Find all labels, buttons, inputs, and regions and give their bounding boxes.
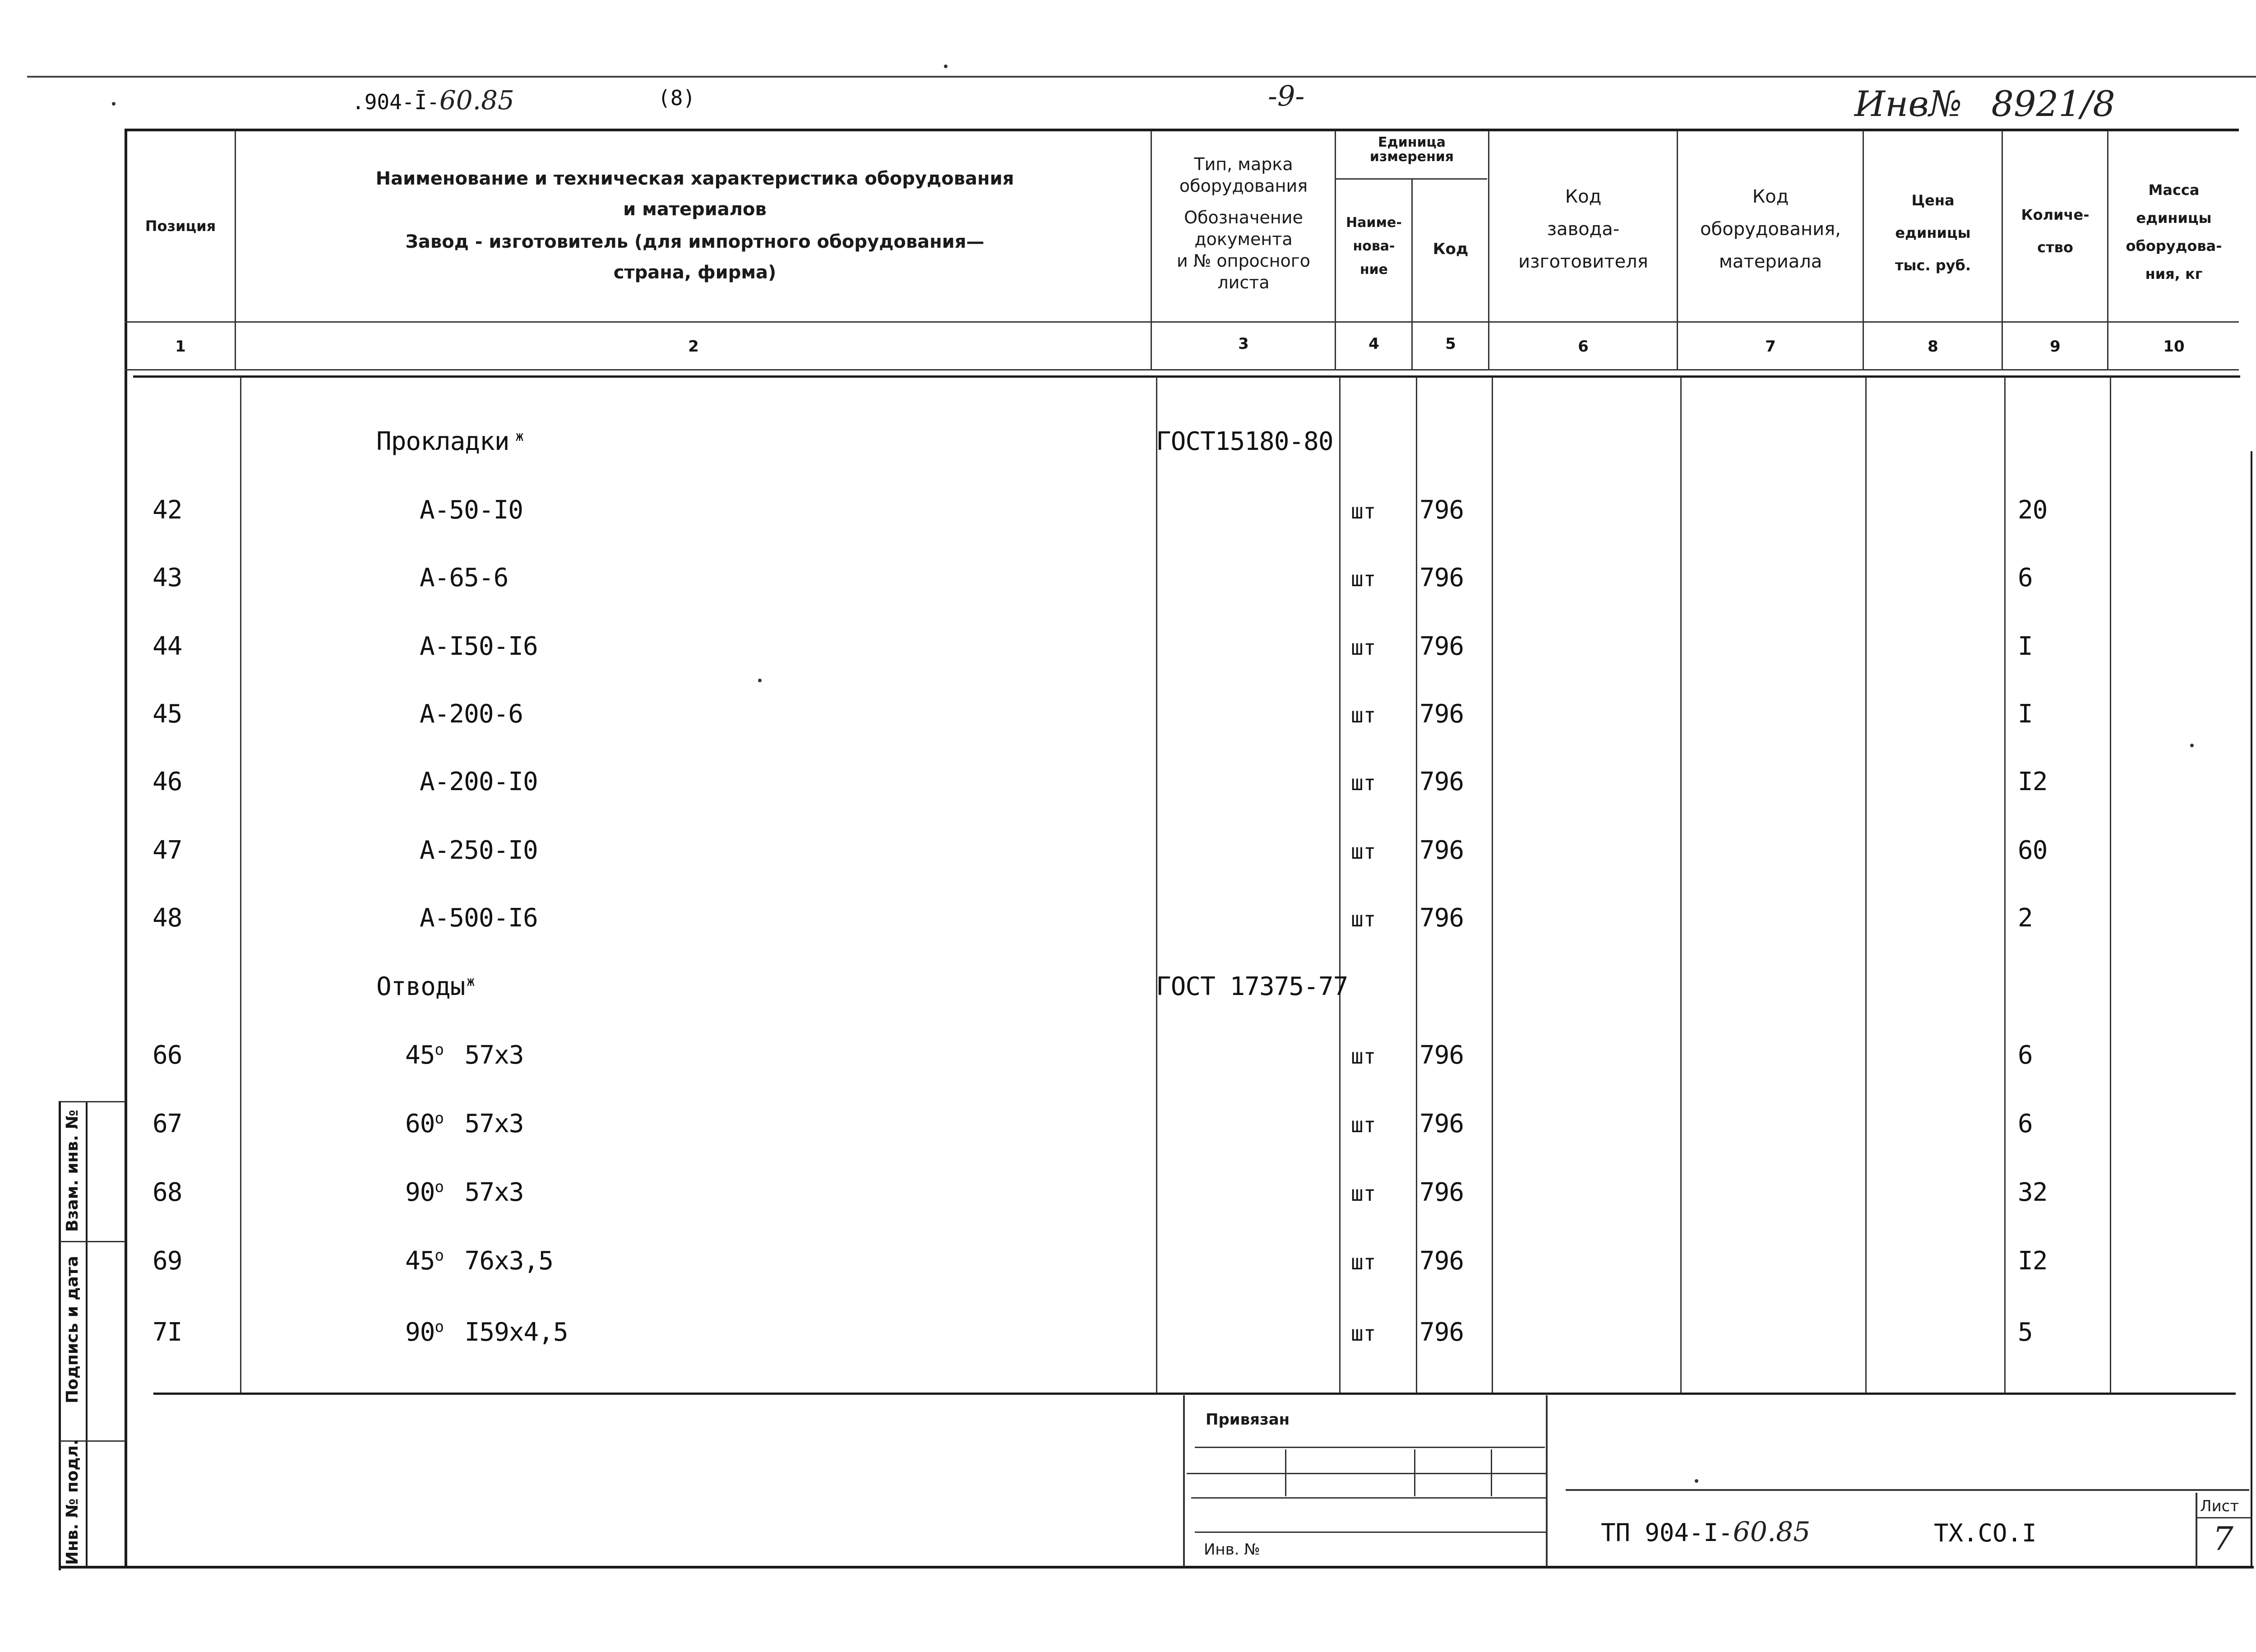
- header-top-line: [125, 129, 2239, 131]
- unit-group-line: [1335, 178, 1487, 180]
- header-equipment-code-line2: оборудования,: [1700, 219, 1841, 240]
- row-angle: 90: [405, 1318, 435, 1347]
- stamp-sheet-label: Лист: [2200, 1497, 2239, 1515]
- row-unit: шт: [1351, 703, 1376, 727]
- stamp-sheet-line: [2196, 1517, 2251, 1518]
- row-quantity: 6: [2018, 563, 2033, 592]
- body-bottom-line: [153, 1393, 2236, 1395]
- row-quantity: 2: [2018, 903, 2033, 933]
- hdr-col-divider-5: [1488, 131, 1489, 370]
- row-name: A-50-I0: [420, 495, 523, 525]
- header-type: [1152, 153, 1335, 293]
- row-quantity: 5: [2018, 1318, 2033, 1347]
- row-position: 69: [153, 1246, 182, 1276]
- row-size: I59x4,5: [464, 1318, 568, 1347]
- row-size: 76x3,5: [464, 1246, 553, 1276]
- row-size: 57x3: [464, 1178, 524, 1207]
- row-unit-code: 796: [1419, 632, 1464, 661]
- scan-speck: [2190, 744, 2194, 747]
- stamp-sheet-number: 7: [2213, 1520, 2233, 1558]
- header-mass-line1: Масса: [2148, 181, 2200, 199]
- row-position: 48: [153, 903, 182, 933]
- row-unit-code: 796: [1419, 1318, 1464, 1347]
- side-stamp-podpis: Подпись и дата: [63, 1256, 82, 1403]
- stamp-privyazan: Привязан: [1206, 1411, 1290, 1429]
- group-title-bends: [376, 972, 474, 1001]
- row-name: A-200-6: [420, 699, 523, 729]
- row-quantity: 20: [2018, 495, 2048, 525]
- header-type-line3: Обозначение: [1184, 208, 1303, 227]
- row-position: 45: [153, 699, 182, 729]
- hdr-col-divider-7: [1863, 131, 1864, 370]
- side-stamp-divider: [86, 1101, 88, 1566]
- stamp-doc-prefix: ТП 904-I-: [1601, 1518, 1733, 1547]
- row-position: 68: [153, 1178, 182, 1207]
- row-unit-code: 796: [1419, 1178, 1464, 1207]
- stamp-grid-line-1: [1195, 1447, 1545, 1448]
- row-name: A-250-I0: [420, 836, 538, 865]
- stamp-grid-line-3: [1191, 1497, 1546, 1499]
- body-col-divider-4: [1416, 377, 1417, 1394]
- row-quantity: 60: [2018, 836, 2048, 865]
- top-doc-code-hand: 60.85: [439, 85, 514, 116]
- row-position: 47: [153, 836, 182, 865]
- row-unit: шт: [1351, 1181, 1376, 1206]
- frame-right-line: [2251, 451, 2252, 1566]
- header-unit-group-line1: Единица: [1378, 134, 1446, 150]
- header-quantity-line2: ство: [2037, 239, 2073, 256]
- side-stamp-top: [60, 1101, 125, 1102]
- row-unit-code: 796: [1419, 903, 1464, 933]
- row-angle: 60: [405, 1109, 435, 1138]
- body-col-divider-8: [2004, 377, 2006, 1394]
- row-position: 46: [153, 767, 182, 796]
- row-unit: шт: [1351, 567, 1376, 591]
- row-size: 57x3: [464, 1041, 524, 1070]
- row-unit: шт: [1351, 635, 1376, 660]
- header-factory-code: [1490, 180, 1677, 278]
- body-col-divider-9: [2110, 377, 2111, 1394]
- header-name: [271, 162, 1119, 289]
- header-type-line2: оборудования: [1179, 176, 1308, 196]
- row-degree: o: [435, 1318, 444, 1336]
- hdr-col-divider-8: [2002, 131, 2003, 370]
- group-title-gaskets: [376, 427, 523, 456]
- header-quantity-line1: Количе-: [2021, 206, 2090, 223]
- stamp-inv-no: Инв. №: [1204, 1541, 1260, 1559]
- body-col-divider-5: [1492, 377, 1493, 1394]
- hdr-col-divider-3: [1335, 131, 1336, 370]
- colnum-3: 3: [1238, 335, 1249, 353]
- row-unit-code: 796: [1419, 1109, 1464, 1138]
- row-unit-code: 796: [1419, 767, 1464, 796]
- group-title-bends-mark: ж: [467, 974, 475, 990]
- row-position: 7I: [153, 1318, 182, 1347]
- top-doc-code: [352, 85, 514, 116]
- scan-speck: [112, 102, 116, 106]
- header-type-line5: и № опросного: [1176, 251, 1311, 271]
- colnum-bottom-line: [125, 369, 2239, 370]
- top-inventory: [1854, 84, 2115, 125]
- row-name: [405, 1178, 524, 1207]
- header-type-line4: документа: [1194, 229, 1293, 249]
- header-equipment-code-line3: материала: [1719, 251, 1822, 272]
- header-unit-name-line3: ние: [1359, 262, 1388, 278]
- top-inventory-label: Инв№: [1854, 84, 1962, 125]
- row-angle: 90: [405, 1178, 435, 1207]
- header-type-line1: Тип, марка: [1194, 154, 1293, 174]
- row-quantity: 6: [2018, 1041, 2033, 1070]
- row-degree: o: [435, 1178, 444, 1196]
- row-unit: шт: [1351, 1321, 1376, 1346]
- row-position: 67: [153, 1109, 182, 1138]
- row-position: 42: [153, 495, 182, 525]
- scan-speck: [758, 679, 762, 682]
- header-factory-code-line3: изготовителя: [1518, 251, 1648, 272]
- row-name: [405, 1246, 553, 1276]
- row-unit-code: 796: [1419, 563, 1464, 592]
- group-standard-bends: ГОСТ 17375-77: [1156, 972, 1348, 1001]
- row-unit-code: 796: [1419, 836, 1464, 865]
- row-unit: шт: [1351, 1044, 1376, 1069]
- header-type-line6: листа: [1217, 273, 1270, 292]
- header-unit-group: [1336, 135, 1487, 164]
- header-factory-code-line1: Код: [1565, 186, 1602, 207]
- body-col-divider-6: [1680, 377, 1682, 1394]
- row-quantity: I2: [2018, 1246, 2048, 1276]
- row-name: A-I50-I6: [420, 632, 538, 661]
- side-stamp-inv-podl: Инв. № подл.: [63, 1439, 82, 1565]
- top-doc-code-prefix: .904-Ī-: [352, 90, 439, 114]
- header-unit-group-line2: измерения: [1369, 149, 1454, 165]
- row-unit: шт: [1351, 1113, 1376, 1137]
- header-quantity: [2003, 199, 2107, 264]
- body-col-divider-7: [1865, 377, 1867, 1394]
- row-angle: 45: [405, 1041, 435, 1070]
- header-unit-name: [1336, 211, 1411, 282]
- stamp-divider-right: [1546, 1395, 1548, 1567]
- stamp-doc-code: [1601, 1516, 1810, 1548]
- header-price-line1: Цена: [1911, 192, 1955, 209]
- stamp-divider-left: [1183, 1395, 1185, 1567]
- row-angle: 45: [405, 1246, 435, 1276]
- group-standard-gaskets: ГОСТ15180-80: [1156, 427, 1333, 456]
- stamp-doc-mark: ТХ.СО.I: [1934, 1519, 2037, 1547]
- row-unit: шт: [1351, 1250, 1376, 1274]
- header-name-line2: и материалов: [623, 199, 767, 220]
- row-position: 44: [153, 632, 182, 661]
- header-position: Позиция: [145, 217, 216, 235]
- header-name-line3: Завод - изготовитель (для импортного оборудования—: [405, 231, 985, 252]
- stamp-sheet-divider: [2196, 1493, 2197, 1568]
- row-quantity: 32: [2018, 1178, 2048, 1207]
- colnum-10: 10: [2163, 338, 2185, 356]
- header-unit-name-line1: Наиме-: [1346, 215, 1402, 231]
- header-unit-code: Код: [1433, 240, 1469, 258]
- row-size: 57x3: [464, 1109, 524, 1138]
- frame-outer-left-line: [59, 1101, 61, 1570]
- stamp-doc-hand: 60.85: [1733, 1516, 1811, 1548]
- hdr-col-divider-2: [1151, 131, 1152, 370]
- hdr-col-divider-9: [2107, 131, 2108, 370]
- colnum-2: 2: [688, 338, 699, 356]
- row-quantity: I: [2018, 632, 2033, 661]
- row-unit: шт: [1351, 771, 1376, 795]
- row-position: 43: [153, 563, 182, 592]
- row-name: [405, 1318, 568, 1347]
- side-stamp-line-1: [60, 1241, 125, 1242]
- colnum-7: 7: [1765, 338, 1776, 356]
- body-col-divider-2: [1156, 377, 1157, 1394]
- group-title-bends-text: Отводы: [376, 972, 465, 1001]
- body-col-divider-3: [1339, 377, 1341, 1394]
- group-title-gaskets-mark: ж: [515, 429, 523, 445]
- stamp-grid-vline-2: [1414, 1449, 1415, 1496]
- header-name-line1: Наименование и техническая характеристика оборудования: [375, 168, 1014, 189]
- header-mass-line2: единицы: [2136, 209, 2212, 227]
- stamp-grid-line-4: [1195, 1532, 1546, 1533]
- header-equipment-code-line1: Код: [1752, 186, 1789, 207]
- header-mass-line4: ния, кг: [2145, 265, 2203, 282]
- header-equipment-code: [1678, 180, 1863, 278]
- row-degree: o: [435, 1109, 444, 1128]
- top-sheet-ref: (8): [658, 86, 696, 110]
- side-stamp-vzam: Взам. инв. №: [63, 1110, 82, 1232]
- row-name: [405, 1041, 524, 1070]
- stamp-grid-vline-3: [1491, 1449, 1492, 1496]
- header-price-line2: единицы: [1895, 224, 1971, 241]
- header-name-line4: страна, фирма): [613, 262, 777, 283]
- row-unit: шт: [1351, 839, 1376, 864]
- row-name: [405, 1109, 524, 1138]
- top-page-number: -9-: [1268, 79, 1305, 112]
- row-quantity: 6: [2018, 1109, 2033, 1138]
- row-unit-code: 796: [1419, 495, 1464, 525]
- row-unit: шт: [1351, 907, 1376, 931]
- header-price-line3: тыс. руб.: [1895, 257, 1971, 274]
- stamp-doc-line: [1566, 1489, 2249, 1491]
- row-degree: o: [435, 1246, 444, 1265]
- header-unit-name-line2: нова-: [1353, 238, 1395, 254]
- row-name: A-65-6: [420, 563, 509, 592]
- row-unit-code: 796: [1419, 699, 1464, 729]
- header-factory-code-line2: завода-: [1547, 219, 1620, 240]
- colnum-5: 5: [1445, 335, 1456, 353]
- header-mass-line3: оборудова-: [2126, 237, 2222, 255]
- row-name: A-200-I0: [420, 767, 538, 796]
- scan-speck: [944, 65, 948, 68]
- header-bottom-line: [125, 321, 2239, 323]
- header-price: [1864, 184, 2002, 282]
- stamp-grid-vline-1: [1285, 1449, 1286, 1496]
- body-col-divider-1: [240, 377, 241, 1394]
- row-quantity: I: [2018, 699, 2033, 729]
- hdr-col-divider-4: [1411, 180, 1413, 370]
- top-inventory-number: 8921/8: [1991, 84, 2115, 125]
- row-unit: шт: [1351, 499, 1376, 523]
- row-position: 66: [153, 1041, 182, 1070]
- frame-bottom-line: [59, 1566, 2254, 1569]
- colnum-8: 8: [1928, 338, 1938, 356]
- row-name: A-500-I6: [420, 903, 538, 933]
- body-top-line: [133, 375, 2240, 378]
- colnum-9: 9: [2050, 338, 2061, 356]
- colnum-4: 4: [1368, 335, 1379, 353]
- hdr-col-divider-1: [235, 131, 236, 370]
- colnum-6: 6: [1578, 338, 1589, 356]
- group-title-gaskets-text: Прокладки: [376, 427, 509, 456]
- row-degree: o: [435, 1041, 444, 1059]
- colnum-1: 1: [175, 338, 186, 356]
- row-unit-code: 796: [1419, 1041, 1464, 1070]
- scan-speck: [1695, 1479, 1698, 1483]
- hdr-col-divider-6: [1677, 131, 1678, 370]
- header-mass: [2109, 176, 2239, 288]
- row-unit-code: 796: [1419, 1246, 1464, 1276]
- frame-top-line: [27, 76, 2256, 78]
- row-quantity: I2: [2018, 767, 2048, 796]
